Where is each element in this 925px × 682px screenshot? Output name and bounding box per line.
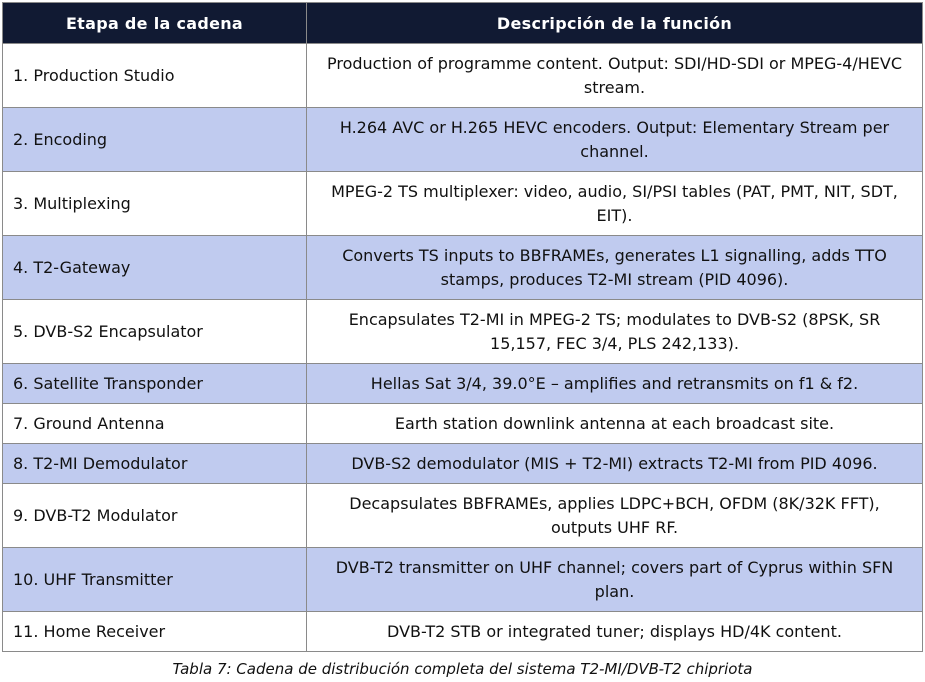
table-caption: Tabla 7: Cadena de distribución completa del sistema T2-MI/DVB-T2 chipriota <box>172 660 753 678</box>
description-cell: DVB-S2 demodulator (MIS + T2-MI) extracts T2-MI from PID 4096. <box>307 444 923 484</box>
table-row <box>3 404 923 444</box>
stage-cell: 9. DVB-T2 Modulator <box>3 484 307 548</box>
description-cell: H.264 AVC or H.265 HEVC encoders. Output: Elementary Stream per channel. <box>307 108 923 172</box>
table-row <box>3 300 923 364</box>
table-row <box>3 444 923 484</box>
table-row <box>3 364 923 404</box>
stage-cell: 6. Satellite Transponder <box>3 364 307 404</box>
description-cell: Decapsulates BBFRAMEs, applies LDPC+BCH, OFDM (8K/32K FFT), outputs UHF RF. <box>307 484 923 548</box>
header-description: Descripción de la función <box>307 3 923 44</box>
description-cell: Earth station downlink antenna at each broadcast site. <box>307 404 923 444</box>
stage-cell: 1. Production Studio <box>3 44 307 108</box>
description-cell: DVB-T2 STB or integrated tuner; displays HD/4K content. <box>307 612 923 652</box>
stage-cell: 7. Ground Antenna <box>3 404 307 444</box>
table-row <box>3 172 923 236</box>
description-cell: Converts TS inputs to BBFRAMEs, generates L1 signalling, adds TTO stamps, produces T2-MI stream (PID 4096). <box>307 236 923 300</box>
stage-cell: 10. UHF Transmitter <box>3 548 307 612</box>
table-row <box>3 44 923 108</box>
header-row <box>3 3 923 44</box>
description-cell: Encapsulates T2-MI in MPEG-2 TS; modulates to DVB-S2 (8PSK, SR 15,157, FEC 3/4, PLS 242,133). <box>307 300 923 364</box>
stage-cell: 3. Multiplexing <box>3 172 307 236</box>
table-row <box>3 548 923 612</box>
description-cell: Production of programme content. Output: SDI/HD-SDI or MPEG-4/HEVC stream. <box>307 44 923 108</box>
stage-cell: 4. T2-Gateway <box>3 236 307 300</box>
description-cell: MPEG-2 TS multiplexer: video, audio, SI/PSI tables (PAT, PMT, NIT, SDT, EIT). <box>307 172 923 236</box>
header-stage: Etapa de la cadena <box>3 3 307 44</box>
stage-cell: 11. Home Receiver <box>3 612 307 652</box>
table-row <box>3 484 923 548</box>
stage-cell: 2. Encoding <box>3 108 307 172</box>
table-row <box>3 612 923 652</box>
distribution-chain-table <box>2 2 923 652</box>
description-cell: DVB-T2 transmitter on UHF channel; covers part of Cyprus within SFN plan. <box>307 548 923 612</box>
table-row <box>3 236 923 300</box>
table-row <box>3 108 923 172</box>
stage-cell: 5. DVB-S2 Encapsulator <box>3 300 307 364</box>
description-cell: Hellas Sat 3/4, 39.0°E – amplifies and retransmits on f1 & f2. <box>307 364 923 404</box>
stage-cell: 8. T2-MI Demodulator <box>3 444 307 484</box>
